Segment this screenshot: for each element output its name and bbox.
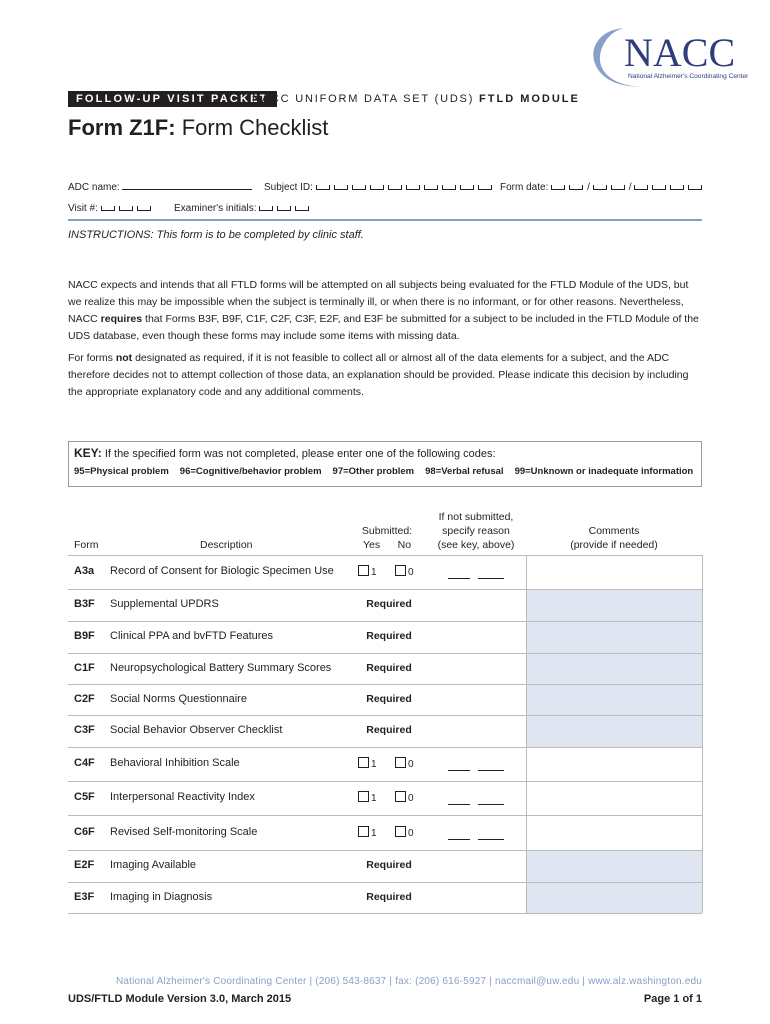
footer-version: UDS/FTLD Module Version 3.0, March 2015 (68, 993, 292, 1005)
form-code: C1F (74, 662, 95, 674)
page-title: Form Z1F: Form Checklist (68, 115, 329, 140)
reason-blank[interactable] (448, 839, 470, 840)
form-description: Revised Self-monitoring Scale (110, 826, 258, 838)
packet-label: FOLLOW-UP VISIT PACKET (68, 91, 277, 107)
key-title: KEY: If the specified form was not completed, please enter one of the following codes: (74, 446, 496, 460)
reason-blank[interactable] (478, 804, 504, 805)
table-row (68, 653, 702, 684)
submitted-no-checkbox[interactable]: 0 (395, 757, 414, 770)
reason-blank[interactable] (478, 578, 504, 579)
table-row (68, 850, 702, 882)
table-row (68, 621, 702, 653)
footer-contact: National Alzheimer's Coordinating Center | (206) 543-8637 | fax: (206) 616-5927 | naccmail@uw.edu | www.alz.washington.edu (115, 976, 702, 987)
reason-blank[interactable] (478, 839, 504, 840)
nacc-logo (584, 22, 754, 92)
visit-field[interactable]: Visit #: (68, 203, 155, 214)
form-description: Social Behavior Observer Checklist (110, 724, 283, 736)
submitted-yes-checkbox[interactable]: 1 (358, 826, 377, 839)
form-description: Behavioral Inhibition Scale (110, 757, 240, 769)
table-row (68, 781, 702, 815)
table-row (68, 815, 702, 850)
col-submitted: Submitted: Yes No (361, 525, 413, 551)
reason-blank[interactable] (448, 578, 470, 579)
required-label: Required (366, 891, 412, 903)
form-code: B3F (74, 598, 95, 610)
form-description: Record of Consent for Biologic Specimen Use (110, 565, 334, 577)
form-code: C3F (74, 724, 95, 736)
table-row (68, 882, 702, 913)
code-99: 99=Unknown or inadequate information (514, 466, 694, 477)
form-description: Imaging Available (110, 859, 197, 871)
form-description: Social Norms Questionnaire (110, 693, 247, 705)
table-row (68, 715, 702, 747)
form-description: Supplemental UPDRS (110, 598, 219, 610)
adc-name-field[interactable]: ADC name: (68, 182, 252, 193)
required-label: Required (366, 859, 412, 871)
logo-text: NACC (624, 30, 736, 75)
col-form: Form (74, 539, 99, 551)
form-description: Neuropsychological Battery Summary Scores (110, 662, 332, 674)
required-label: Required (366, 662, 412, 674)
form-code: C4F (74, 757, 95, 769)
submitted-yes-checkbox[interactable]: 1 (358, 565, 377, 578)
submitted-no-checkbox[interactable]: 0 (395, 791, 414, 804)
section-divider (68, 219, 702, 221)
logo-subtext: National Alzheimer's Coordinating Center (628, 73, 749, 80)
form-code: C6F (74, 826, 95, 838)
form-code: E3F (74, 891, 95, 903)
form-date-field[interactable]: Form date: / / (500, 182, 706, 193)
reason-blank[interactable] (448, 770, 470, 771)
required-label: Required (366, 693, 412, 705)
form-code: B9F (74, 630, 95, 642)
submitted-yes-checkbox[interactable]: 1 (358, 791, 377, 804)
col-comments: Comments (provide if needed) (570, 525, 658, 551)
examiner-field[interactable]: Examiner's initials: (174, 203, 313, 214)
form-code: E2F (74, 859, 95, 871)
form-description: Interpersonal Reactivity Index (110, 791, 255, 803)
required-label: Required (366, 724, 412, 736)
submitted-no-checkbox[interactable]: 0 (395, 826, 414, 839)
required-label: Required (366, 630, 412, 642)
form-code: C2F (74, 693, 95, 705)
column-rule (702, 555, 703, 913)
row-rule (68, 913, 702, 914)
submitted-no-checkbox[interactable]: 0 (395, 565, 414, 578)
required-label: Required (366, 598, 412, 610)
code-95: 95=Physical problem (74, 466, 169, 477)
paragraph-optional-forms: For forms not designated as required, if it is not feasible to collect all or almost all of the data elements for a subject, and the ADC therefore decides not to attempt collection of those data, an explanation should be provided. Please indicate this decision by including the appropriate explanatory code and any additional comments. (68, 352, 689, 398)
code-97: 97=Other problem (332, 466, 415, 477)
form-code: A3a (74, 565, 95, 577)
subject-id-field[interactable]: Subject ID: (264, 182, 496, 193)
table-row (68, 555, 702, 589)
column-rule (526, 555, 527, 913)
code-98: 98=Verbal refusal (425, 466, 504, 477)
module-label: NACC UNIFORM DATA SET (UDS) FTLD MODULE (252, 93, 580, 105)
reason-blank[interactable] (478, 770, 504, 771)
paragraph-requirements: NACC expects and intends that all FTLD forms will be attempted on all subjects being evaluated for the FTLD Module of the UDS, but we realize this may be impossible when the subject is terminally ill, or when there is no informant, or for other reasons. Nevertheless, NACC requires that Forms B3F, B9F, C1F, C2F, C3F, E2F, and E3F be submitted for a subject to be included in the FTLD Module of the UDS database, even though these forms may include some items with missing data. (68, 279, 699, 342)
code-96: 96=Cognitive/behavior problem (179, 466, 322, 477)
table-row (68, 684, 702, 715)
form-description: Clinical PPA and bvFTD Features (110, 630, 274, 642)
table-row (68, 747, 702, 781)
form-code: C5F (74, 791, 95, 803)
footer-page: Page 1 of 1 (643, 993, 702, 1005)
instructions: INSTRUCTIONS: This form is to be completed by clinic staff. (68, 229, 364, 241)
submitted-yes-checkbox[interactable]: 1 (358, 757, 377, 770)
form-description: Imaging in Diagnosis (110, 891, 213, 903)
reason-blank[interactable] (448, 804, 470, 805)
col-reason: If not submitted, specify reason (see key, above) (437, 511, 515, 551)
key-codes (74, 466, 704, 477)
col-description: Description (200, 539, 253, 551)
table-row (68, 589, 702, 621)
